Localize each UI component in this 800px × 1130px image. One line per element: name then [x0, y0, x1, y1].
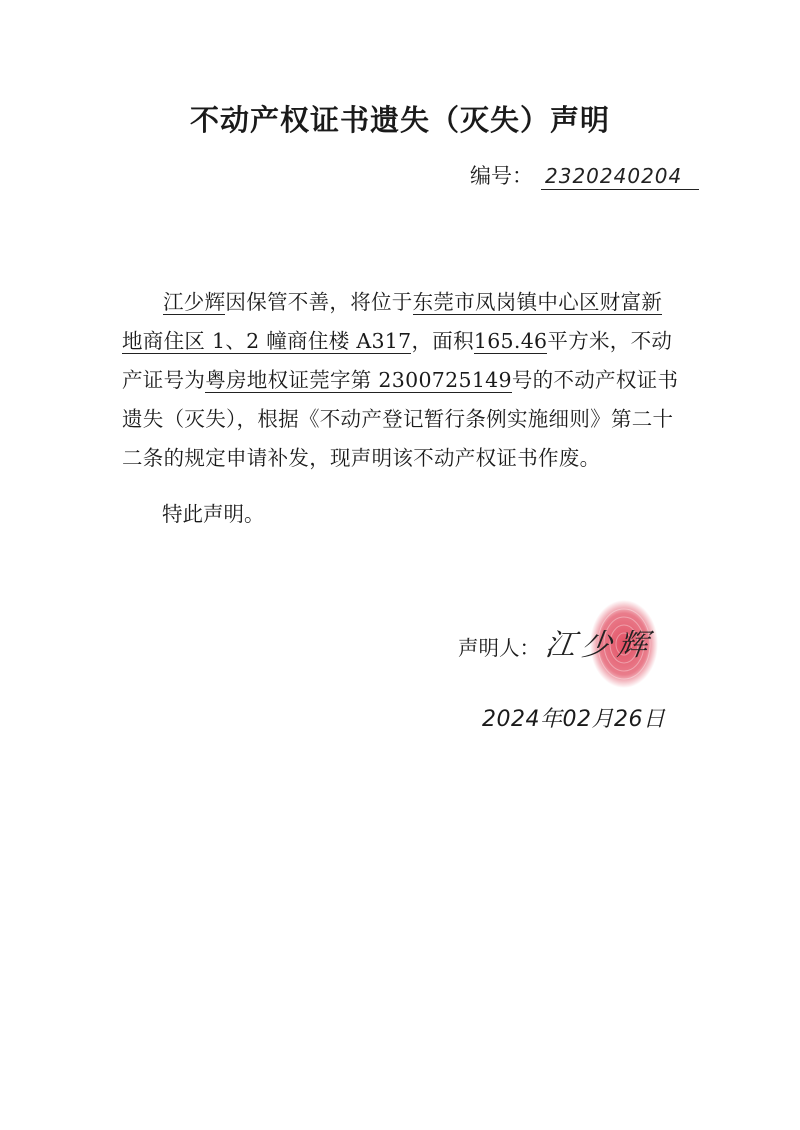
number-value: 2320240204 [541, 164, 699, 190]
document-number [470, 160, 699, 190]
declaration-date: 2024年02月26日 [482, 707, 666, 732]
declarant [458, 620, 654, 664]
declaration-paragraph [122, 283, 680, 478]
body-text-4: 号的不动产权证书遗失（灭失），根据《不动产登记暂行条例实施细则》第二十二条的规定申请补发，现声明该不动产权证书作废。 [122, 368, 679, 470]
declaration-body [122, 283, 680, 478]
property-area: 165.46 [473, 329, 548, 353]
body-text-2: ，面积 [411, 329, 474, 353]
owner-name: 江少辉 [163, 290, 226, 314]
certificate-number: 粤房地权证莞字第 2300725149 [205, 368, 512, 392]
signer-label: 声明人： [458, 636, 540, 660]
document-title: 不动产权证书遗失（灭失）声明 [189, 103, 610, 137]
handwritten-signature: 江少辉 [543, 628, 656, 663]
body-text-1: 因保管不善，将位于 [225, 290, 413, 314]
property-address: 东莞市凤岗镇中心区财富新地商住区 1、2 幢商住楼 A317 [122, 290, 663, 353]
body-text-3: 平方米，不动产证号为 [122, 329, 673, 392]
closing-statement: 特此声明。 [162, 502, 265, 526]
number-label: 编号： [470, 164, 533, 188]
